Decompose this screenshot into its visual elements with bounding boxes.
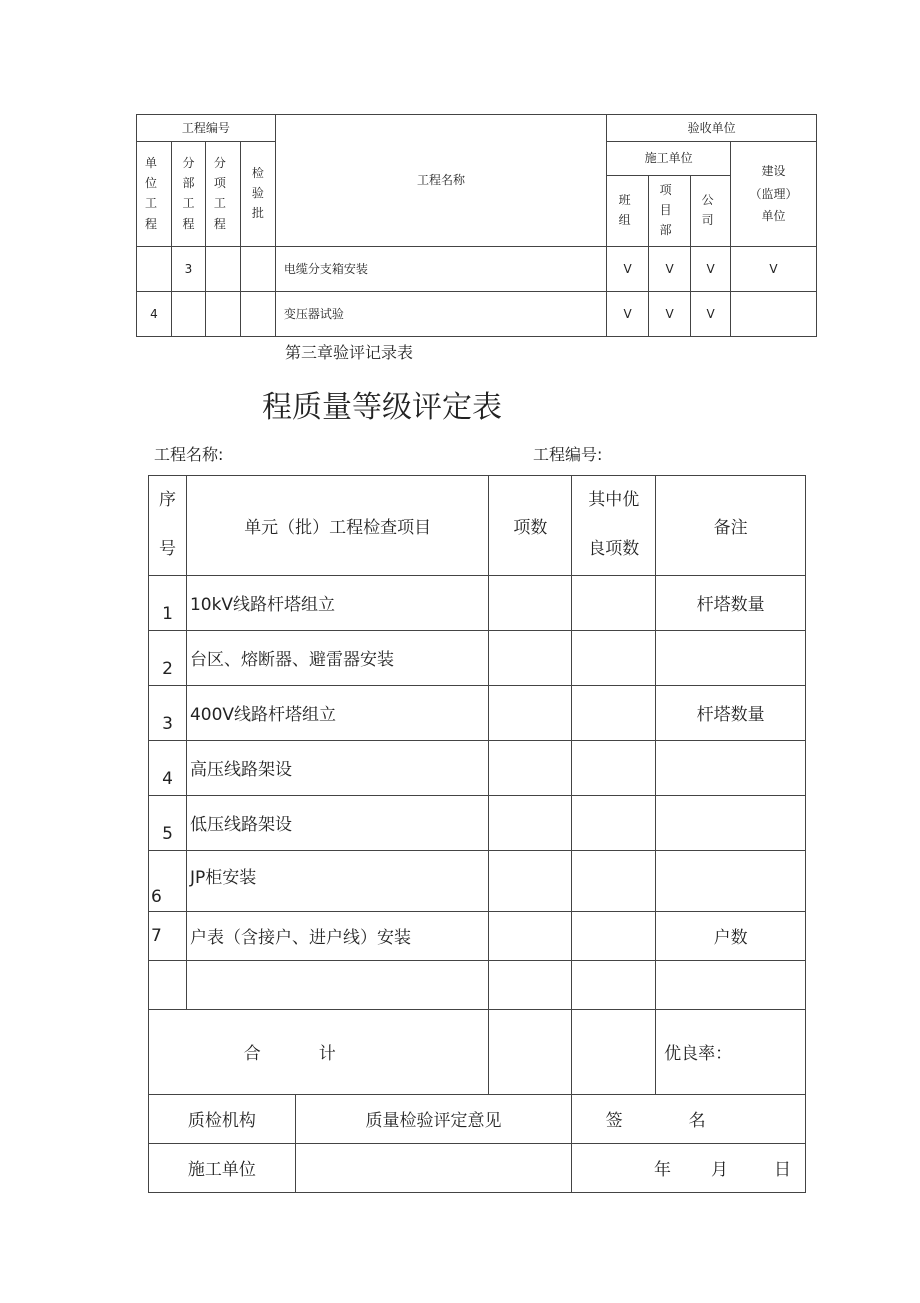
cell-unit: 4 bbox=[137, 292, 172, 337]
h-check-item: 单元（批）工程检查项目 bbox=[186, 476, 488, 576]
row-excellent bbox=[572, 740, 656, 795]
row-excellent bbox=[572, 960, 656, 1009]
date-month: 月 bbox=[711, 1160, 728, 1181]
table-row bbox=[137, 292, 817, 337]
row-no: 2 bbox=[149, 630, 187, 685]
row-no: 3 bbox=[149, 685, 187, 740]
qc-org-label: 质检机构 bbox=[149, 1094, 296, 1143]
row-excellent bbox=[572, 575, 656, 630]
row-remark bbox=[656, 795, 806, 850]
acceptance-header-table bbox=[136, 114, 817, 337]
row-item: JP柜安装 bbox=[186, 850, 488, 911]
cell-division: 3 bbox=[171, 247, 205, 292]
row-remark: 户数 bbox=[656, 911, 806, 960]
h-company: 公司 bbox=[691, 176, 731, 247]
quality-evaluation-table bbox=[148, 475, 806, 1193]
total-row bbox=[149, 1009, 806, 1094]
cell-owner: V bbox=[731, 247, 817, 292]
table-row bbox=[149, 795, 806, 850]
cell-team: V bbox=[607, 247, 649, 292]
table-row bbox=[149, 911, 806, 960]
row-remark: 杆塔数量 bbox=[656, 685, 806, 740]
date-year: 年 bbox=[654, 1160, 671, 1181]
row-no: 5 bbox=[149, 795, 187, 850]
h-team: 班组 bbox=[607, 176, 649, 247]
total-count bbox=[489, 1009, 572, 1094]
form-title: 程质量等级评定表 bbox=[262, 390, 502, 425]
row-excellent bbox=[572, 630, 656, 685]
excellent-rate-label: 优良率： bbox=[656, 1009, 806, 1094]
row-remark bbox=[656, 850, 806, 911]
cell-owner bbox=[731, 292, 817, 337]
project-name-label: 工程名称: bbox=[154, 445, 224, 464]
h-project-no: 工程编号 bbox=[137, 115, 276, 142]
signature-label: 签名 bbox=[572, 1094, 806, 1143]
chapter-title: 第三章验评记录表 bbox=[285, 343, 414, 362]
qc-opinion-label: 质量检验评定意见 bbox=[295, 1094, 572, 1143]
row-no: 6 bbox=[149, 850, 187, 911]
row-remark bbox=[656, 960, 806, 1009]
row-item: 户表（含接户、进户线）安装 bbox=[186, 911, 488, 960]
h-project-name: 工程名称 bbox=[275, 115, 606, 247]
construction-unit-label: 施工单位 bbox=[149, 1143, 296, 1192]
row-count bbox=[489, 850, 572, 911]
h-construction-unit: 施工单位 bbox=[607, 142, 731, 176]
total-excellent bbox=[572, 1009, 656, 1094]
h-count: 项数 bbox=[489, 476, 572, 576]
cell-item bbox=[205, 292, 240, 337]
table-row bbox=[137, 247, 817, 292]
row-count bbox=[489, 740, 572, 795]
h-sub-division: 分部工程 bbox=[171, 142, 205, 247]
h-seq: 序 号 bbox=[149, 476, 187, 576]
date-cell bbox=[572, 1143, 806, 1192]
row-no: 4 bbox=[149, 740, 187, 795]
row-item: 高压线路架设 bbox=[186, 740, 488, 795]
row-count bbox=[489, 795, 572, 850]
row-count bbox=[489, 685, 572, 740]
row-excellent bbox=[572, 850, 656, 911]
project-no-label: 工程编号: bbox=[533, 445, 603, 464]
table-row bbox=[149, 630, 806, 685]
row-count bbox=[489, 630, 572, 685]
row-excellent bbox=[572, 795, 656, 850]
construction-opinion bbox=[295, 1143, 572, 1192]
row-item: 低压线路架设 bbox=[186, 795, 488, 850]
cell-item bbox=[205, 247, 240, 292]
row-excellent bbox=[572, 685, 656, 740]
cell-company: V bbox=[691, 247, 731, 292]
row-no: 1 bbox=[149, 575, 187, 630]
h-inspection-batch: 检验批 bbox=[240, 142, 275, 247]
table-row bbox=[149, 960, 806, 1009]
h-acceptance-unit: 验收单位 bbox=[607, 115, 817, 142]
cell-name: 电缆分支箱安装 bbox=[275, 247, 606, 292]
row-item: 台区、熔断器、避雷器安装 bbox=[186, 630, 488, 685]
row-no bbox=[149, 960, 187, 1009]
table-row bbox=[149, 575, 806, 630]
h-sub-item: 分项工程 bbox=[205, 142, 240, 247]
table-row bbox=[149, 685, 806, 740]
row-count bbox=[489, 960, 572, 1009]
date-day: 日 bbox=[774, 1160, 791, 1181]
row-remark bbox=[656, 740, 806, 795]
row-remark bbox=[656, 630, 806, 685]
table-row bbox=[149, 850, 806, 911]
row-count bbox=[489, 575, 572, 630]
h-remark: 备注 bbox=[656, 476, 806, 576]
construction-row bbox=[149, 1143, 806, 1192]
row-item: 10kV线路杆塔组立 bbox=[186, 575, 488, 630]
h-unit-project: 单位工程 bbox=[137, 142, 172, 247]
h-owner: 建设 （监理） 单位 bbox=[731, 142, 817, 247]
h-excellent: 其中优 良项数 bbox=[572, 476, 656, 576]
row-no: 7 bbox=[149, 911, 187, 960]
row-remark: 杆塔数量 bbox=[656, 575, 806, 630]
row-count bbox=[489, 911, 572, 960]
cell-dept: V bbox=[649, 247, 691, 292]
cell-unit bbox=[137, 247, 172, 292]
cell-company: V bbox=[691, 292, 731, 337]
h-project-dept: 项目部 bbox=[649, 176, 691, 247]
row-item bbox=[186, 960, 488, 1009]
cell-team: V bbox=[607, 292, 649, 337]
total-label: 合计 bbox=[149, 1009, 489, 1094]
cell-dept: V bbox=[649, 292, 691, 337]
cell-name: 变压器试验 bbox=[275, 292, 606, 337]
row-item: 400V线路杆塔组立 bbox=[186, 685, 488, 740]
cell-division bbox=[171, 292, 205, 337]
cell-batch bbox=[240, 247, 275, 292]
table-row bbox=[149, 740, 806, 795]
cell-batch bbox=[240, 292, 275, 337]
qc-header-row bbox=[149, 1094, 806, 1143]
row-excellent bbox=[572, 911, 656, 960]
